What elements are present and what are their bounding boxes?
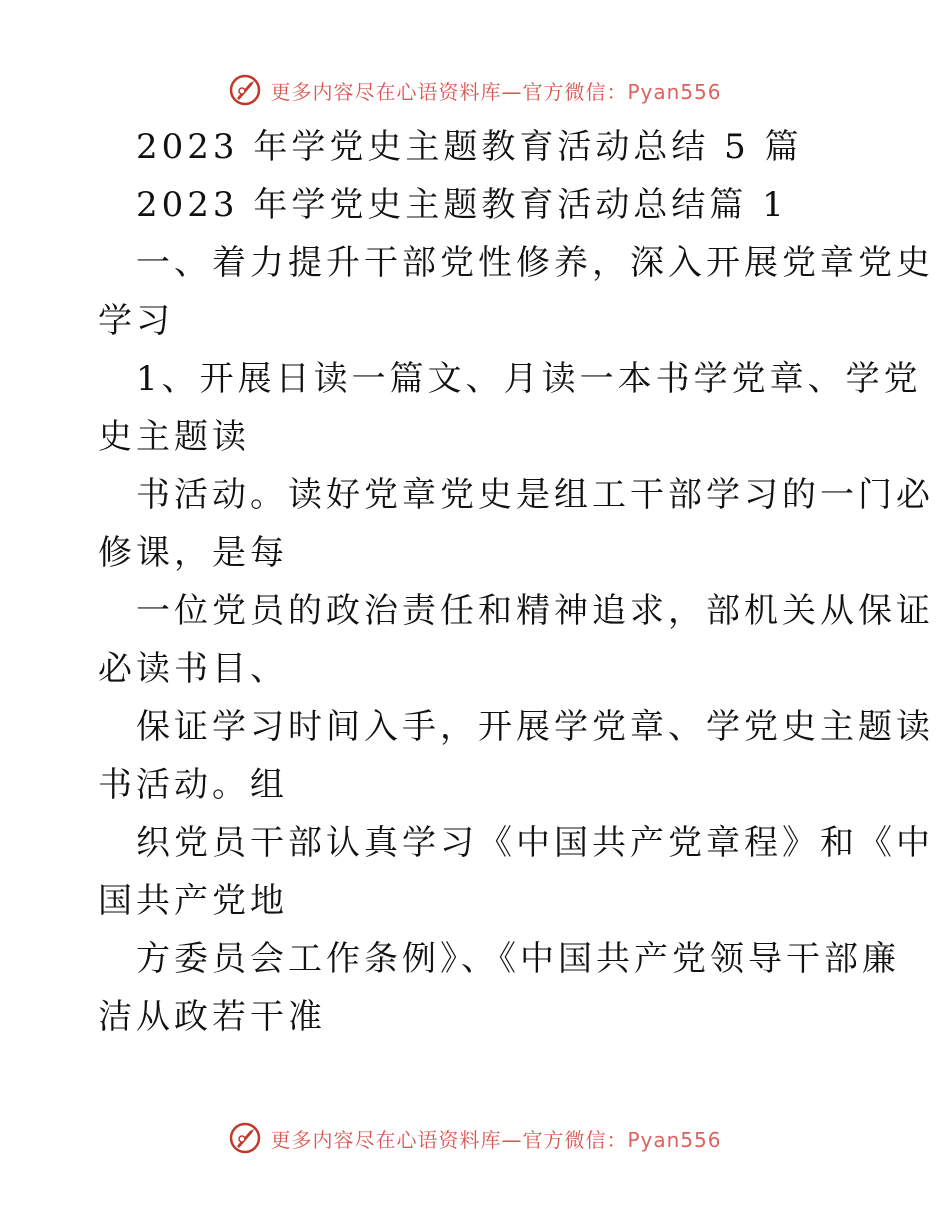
section-title: 2023 年学党史主题教育活动总结篇 1 xyxy=(136,185,788,225)
paragraph-line: 保证学习时间入手，开展学党章、学党史主题读 xyxy=(136,707,934,747)
watermark-text xyxy=(270,76,721,105)
paragraph-line: 洁从政若干准 xyxy=(98,997,326,1037)
paragraph-line: 国共产党地 xyxy=(98,881,288,921)
paragraph-line: 学习 xyxy=(98,301,174,341)
watermark-slogan: 更多内容尽在心语资料库—官方微信： xyxy=(270,79,628,104)
document-body xyxy=(98,118,934,1046)
paragraph-line: 史主题读 xyxy=(98,417,250,457)
paragraph-line: 一、着力提升干部党性修养，深入开展党章党史 xyxy=(136,243,934,283)
paragraph-line: 书活动。组 xyxy=(98,765,288,805)
quill-logo-icon xyxy=(228,73,262,107)
header-watermark xyxy=(0,70,950,110)
footer-watermark xyxy=(0,1118,950,1158)
paragraph-line: 方委员会工作条例》、《中国共产党领导干部廉 xyxy=(136,939,900,979)
paragraph-line: 一位党员的政治责任和精神追求，部机关从保证 xyxy=(136,591,934,631)
paragraph-line: 书活动。读好党章党史是组工干部学习的一门必 xyxy=(136,475,934,515)
watermark-wechat-id: Pyan556 xyxy=(627,1127,722,1152)
paragraph-line: 修课，是每 xyxy=(98,533,288,573)
quill-logo-icon xyxy=(228,1121,262,1155)
watermark-slogan: 更多内容尽在心语资料库—官方微信： xyxy=(270,1127,628,1152)
watermark-wechat-id: Pyan556 xyxy=(627,79,722,104)
paragraph-line: 必读书目、 xyxy=(98,649,288,689)
paragraph-line: 织党员干部认真学习《中国共产党章程》和《中 xyxy=(136,823,934,863)
watermark-text xyxy=(270,1124,721,1153)
paragraph-line: 1、开展日读一篇文、月读一本书学党章、学党 xyxy=(136,359,922,399)
document-title: 2023 年学党史主题教育活动总结 5 篇 xyxy=(136,127,803,167)
